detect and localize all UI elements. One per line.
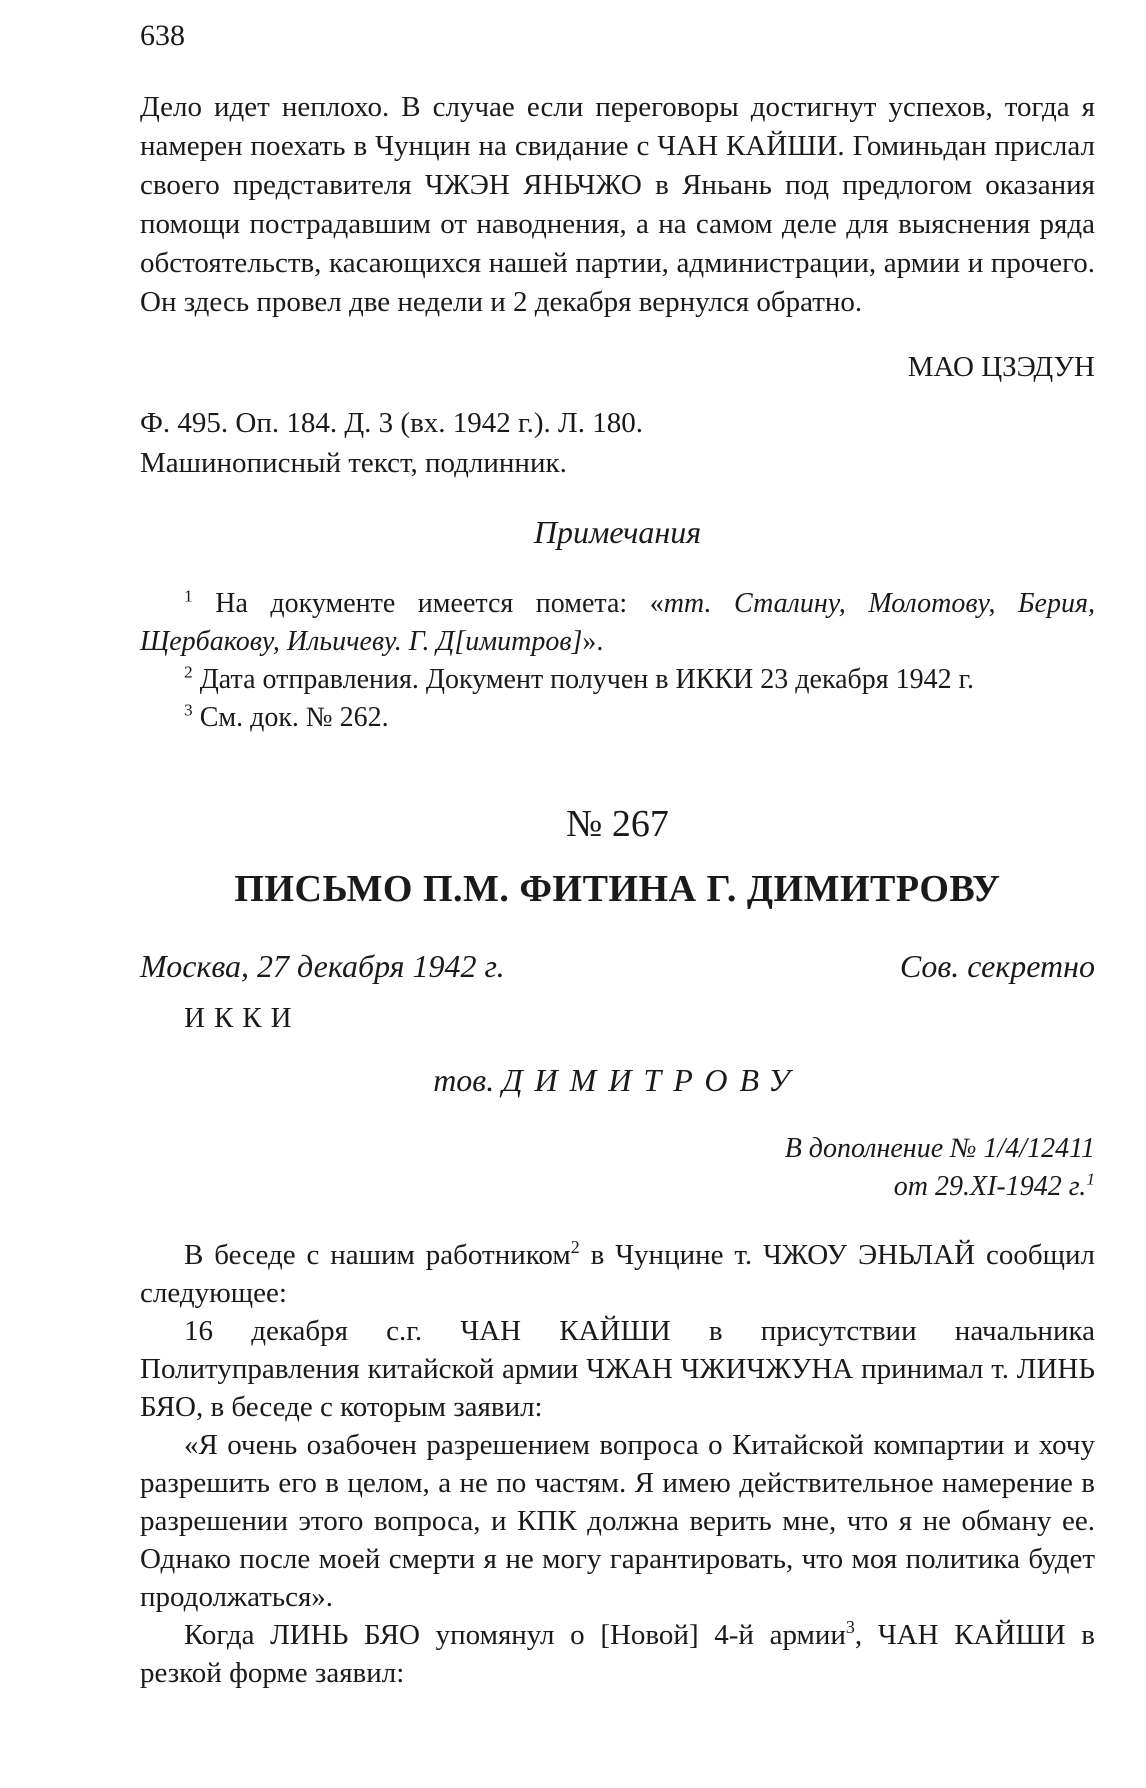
note-marker: 1: [184, 586, 193, 606]
note-item: [140, 585, 1095, 661]
archive-citation: Ф. 495. Оп. 184. Д. 3 (вх. 1942 г.). Л. 180.: [140, 407, 643, 439]
body-paragraph: «Я очень озабочен разрешением вопроса о Китайской компартии и хочу разрешить его в целом, а не по частям. Я имею действительное намерение в разрешении этого вопроса, и КПК должна верить мне, что я не обману ее. Однако после моей смерти я не могу гарантировать, что моя политика будет продолжаться».: [140, 1429, 1095, 1613]
note-item: [140, 699, 1095, 737]
document-number: № 267: [566, 803, 669, 845]
note-text: На документе имеется помета: «: [215, 588, 664, 619]
notes-heading: Примечания: [533, 514, 702, 550]
body-paragraph: [140, 1236, 1095, 1312]
note-text-end: ».: [582, 626, 604, 657]
intro-paragraph: Дело идет неплохо. В случае если переговоры достигнут успехов, тогда я намерен поехать в Чунцин на свидание с ЧАН КАЙШИ. Гоминьдан прислал своего представителя ЧЖЭН ЯНЬЧЖО в Яньань под предлогом оказания помощи пострадавшим от наводнения, а на самом деле для выяснения ряда обстоятельств, касающихся нашей партии, администрации, армии и прочего. Он здесь провел две недели и 2 декабря вернулся обратно.: [140, 91, 1095, 318]
body-text: В беседе с нашим работником: [184, 1239, 571, 1271]
letter-body: [140, 1236, 1095, 1692]
note-text-italic: тт. Сталину, Молотову, Берия, Щербакову, Ильичеву. Г. Д[имитров]: [140, 588, 1095, 657]
body-paragraph: [140, 1616, 1095, 1692]
note-text: Дата отправления. Документ получен в ИККИ 23 декабря 1942 г.: [199, 664, 975, 695]
reference-date-line: [785, 1168, 1095, 1206]
addressee-person: [140, 1060, 1095, 1100]
classification-mark: Сов. секретно: [899, 948, 1095, 984]
note-marker: 3: [184, 700, 193, 720]
note-marker: 2: [184, 662, 193, 682]
body-text: , ЧАН КАЙШИ в резкой форме заявил:: [140, 1619, 1095, 1689]
note-text: См. док. № 262.: [199, 702, 389, 733]
archive-description: Машинописный текст, подлинник.: [140, 447, 567, 479]
body-text: в Чунцине т. ЧЖОУ ЭНЬЛАЙ сообщил следующее:: [140, 1239, 1095, 1309]
footnote-marker: 3: [845, 1616, 855, 1637]
archive-reference: [140, 403, 643, 483]
page-number: 638: [140, 19, 185, 52]
reference-date: от 29.XI-1942 г.: [893, 1171, 1087, 1202]
reference-number: В дополнение № 1/4/12411: [784, 1133, 1095, 1164]
reference-block: [785, 1130, 1095, 1206]
addressee-organization: ИККИ: [184, 1002, 301, 1034]
place-date: Москва, 27 декабря 1942 г.: [140, 948, 505, 984]
document-title: ПИСЬМО П.М. ФИТИНА Г. ДИМИТРОВУ: [234, 868, 1001, 910]
footnote-marker: 1: [1086, 1169, 1095, 1189]
addressee-prefix: тов.: [433, 1062, 495, 1098]
note-item: [140, 661, 1095, 699]
footnote-marker: 2: [570, 1236, 580, 1257]
addressee-name: ДИМИТРОВУ: [502, 1062, 802, 1098]
body-text: Когда ЛИНЬ БЯО упомянул о [Новой] 4-й армии: [184, 1619, 846, 1651]
signature: МАО ЦЗЭДУН: [907, 351, 1095, 383]
notes-list: [140, 585, 1095, 737]
body-paragraph: 16 декабря с.г. ЧАН КАЙШИ в присутствии начальника Политуправления китайской армии ЧЖАН ЧЖИЧЖУНА принимал т. ЛИНЬ БЯО, в беседе с которым заявил:: [140, 1315, 1095, 1423]
